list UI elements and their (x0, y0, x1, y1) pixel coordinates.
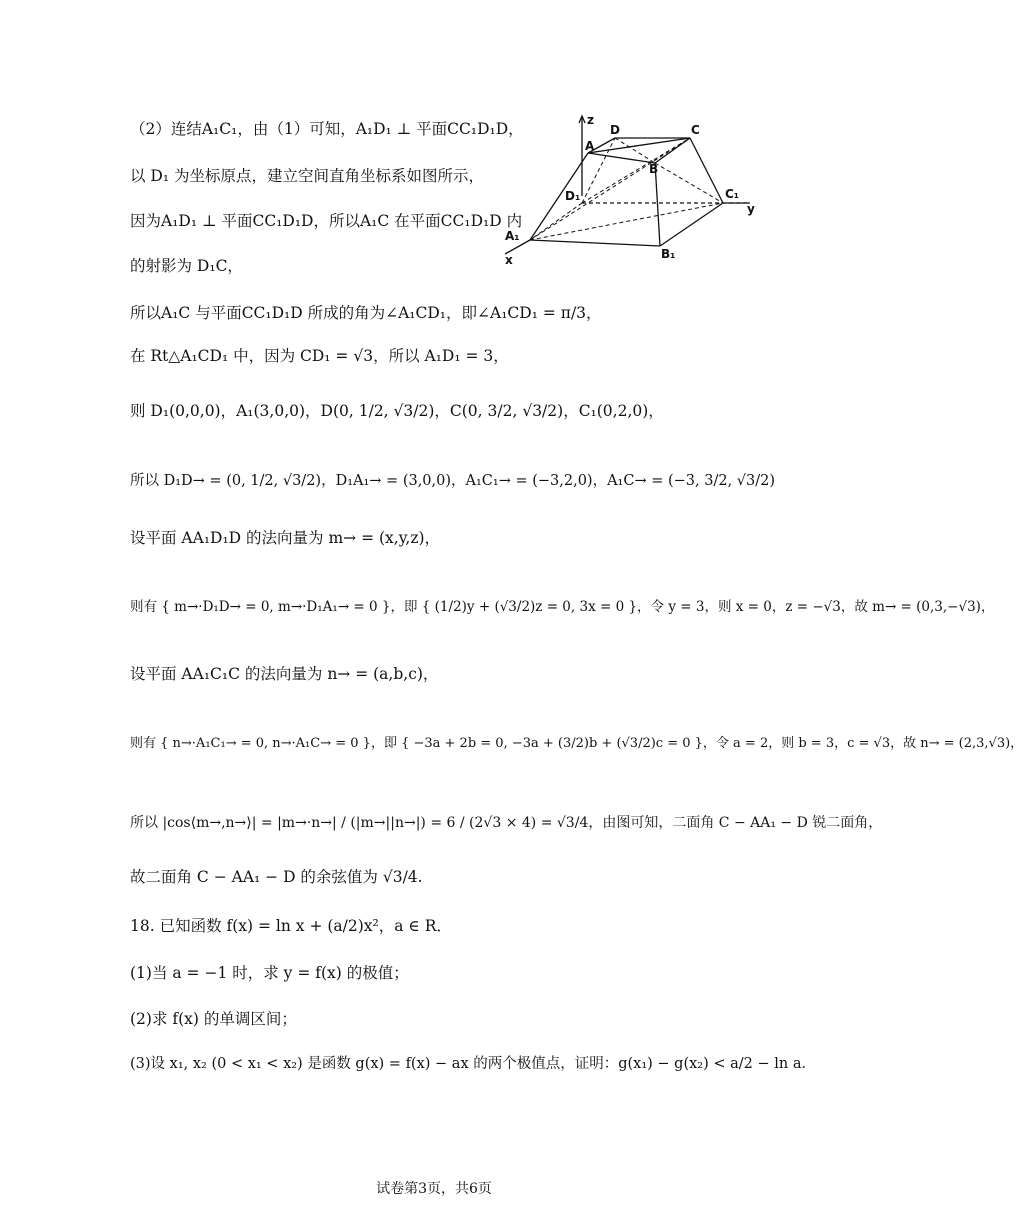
edge-AB (588, 153, 655, 163)
solution-line-12: 则有 { n→·A₁C₁→ = 0, n→·A₁C→ = 0 }，即 { −3a + 2b = 0, −3a + (3/2)b + (√3/2)c = 0 }，令 a = 2，则 b = 3，c = √3，故 n→ = (2,3,√3)， (130, 736, 1023, 751)
solution-line-14: 故二面角 C − AA₁ − D 的余弦值为 √3/4. (130, 868, 423, 886)
label-x: x (505, 253, 513, 267)
solution-line-9: 设平面 AA₁D₁D 的法向量为 m→ = (x,y,z)， (130, 529, 441, 547)
solution-line-13: 所以 |cos⟨m→,n→⟩| = |m→·n→| / (|m→||n→|) = 6 / (2√3 × 4) = √3/4，由图可知，二面角 C − AA₁ − D 锐二面角， (130, 815, 883, 831)
label-D1: D₁ (565, 189, 581, 203)
label-A: A (585, 139, 595, 153)
problem-18-statement: 18. 已知函数 f(x) = ln x + (a/2)x²，a ∈ R． (130, 917, 452, 935)
page-footer: 试卷第3页，共6页 (376, 1181, 492, 1197)
diag-A1C1 (530, 203, 723, 240)
label-C: C (691, 123, 700, 137)
label-y: y (747, 202, 755, 216)
label-D: D (610, 123, 620, 137)
solution-line-6: 在 Rt△A₁CD₁ 中，因为 CD₁ = √3，所以 A₁D₁ = 3， (130, 347, 509, 365)
solution-line-4: 的射影为 D₁C， (130, 257, 243, 275)
problem-18-part-1: (1)当 a = −1 时，求 y = f(x) 的极值； (130, 964, 409, 982)
solution-line-2: 以 D₁ 为坐标原点，建立空间直角坐标系如图所示， (130, 167, 484, 185)
solution-line-11: 设平面 AA₁C₁C 的法向量为 n→ = (a,b,c)， (130, 665, 439, 683)
label-C1: C₁ (725, 187, 740, 201)
edge-A1B1 (530, 240, 660, 246)
label-A1: A₁ (505, 229, 520, 243)
solution-line-10: 则有 { m→·D₁D→ = 0, m→·D₁A₁→ = 0 }，即 { (1/2)y + (√3/2)z = 0, 3x = 0 }，令 y = 3，则 x = 0，z = −√3，故 m→ = (0,3,−√3)， (130, 599, 995, 615)
prism-figure (495, 108, 775, 268)
solution-line-8: 所以 D₁D→ = (0, 1/2, √3/2)，D₁A₁→ = (3,0,0)，A₁C₁→ = (−3,2,0)，A₁C→ = (−3, 3/2, √3/2) (130, 473, 776, 489)
label-B1: B₁ (661, 247, 676, 261)
diag-AC (588, 138, 690, 153)
solution-line-5: 所以A₁C 与平面CC₁D₁D 所成的角为∠A₁CD₁，即∠A₁CD₁ = π/3， (130, 304, 602, 322)
diag-DB (615, 138, 655, 163)
solution-line-1: （2）连结A₁C₁，由（1）可知，A₁D₁ ⊥ 平面CC₁D₁D， (130, 120, 524, 138)
diag-A1C (530, 138, 690, 240)
problem-18-part-2: (2)求 f(x) 的单调区间； (130, 1010, 297, 1028)
label-B: B (649, 162, 659, 176)
label-z: z (587, 113, 594, 127)
solution-line-7: 则 D₁(0,0,0)，A₁(3,0,0)，D(0, 1/2, √3/2)，C(0, 3/2, √3/2)，C₁(0,2,0)， (130, 402, 664, 420)
problem-18-part-3: (3)设 x₁, x₂ (0 < x₁ < x₂) 是函数 g(x) = f(x) − ax 的两个极值点，证明：g(x₁) − g(x₂) < a/2 − ln a． (130, 1056, 816, 1072)
solution-line-3: 因为A₁D₁ ⊥ 平面CC₁D₁D，所以A₁C 在平面CC₁D₁D 内 (130, 212, 523, 230)
